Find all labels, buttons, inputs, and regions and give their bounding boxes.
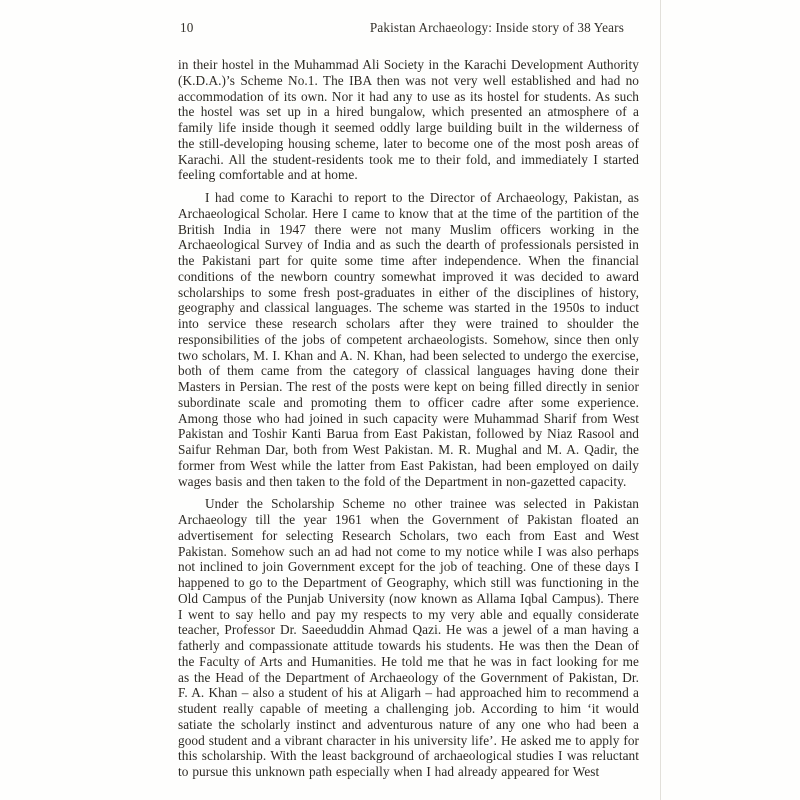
page-body — [178, 57, 639, 787]
page-edge-divider — [660, 0, 661, 800]
paragraph-scholarship-scheme: Under the Scholarship Scheme no other trainee was selected in Pakistan Archaeology till the year 1961 when the Government of Pakistan floated an advertisement for selecting Research Scholars, two each from East and West Pakistan. Somehow such an ad had not come to my notice while I was also perhaps not inclined to join Government except for the job of teaching. One of these days I happened to go to the Department of Geography, which still was functioning in the Old Campus of the Punjab University (now known as Allama Iqbal Campus). There I went to say hello and pay my respects to my very able and equally considerate teacher, Professor Dr. Saeeduddin Ahmad Qazi. He was a jewel of a man having a fatherly and compassionate attitude towards his students. He was then the Dean of the Faculty of Arts and Humanities. He told me that he was in fact looking for me as the Head of the Department of Archaeology of the Government of Pakistan, Dr. F. A. Khan – also a student of his at Aligarh – had approached him to recommend a student really capable of meeting a challenging job. According to him ‘it would satiate the scholarly instinct and adventurous nature of any one who had been a good student and a vibrant character in his university life’. He asked me to apply for this scholarship. With the least background of archaeological studies I was reluctant to pursue this unknown path especially when I had already appeared for West — [178, 496, 639, 779]
page-header — [180, 20, 624, 36]
running-title: Pakistan Archaeology: Inside story of 38 Years — [369, 20, 624, 35]
page-number: 10 — [180, 20, 194, 35]
paragraph-hostel-iba: in their hostel in the Muhammad Ali Society in the Karachi Development Authority (K.D.A.)’s Scheme No.1. The IBA then was not very well established and had no accommodation of its own. Nor it had any to use as its hostel for students. As such the hostel was set up in a hired bungalow, which presented an atmosphere of a family life inside though it seemed oddly large building built in the wilderness of the still-developing housing scheme, later to become one of the most posh areas of Karachi. All the student-residents took me to their fold, and immediately I started feeling comfortable and at home. — [178, 57, 639, 183]
paragraph-report-director: I had come to Karachi to report to the Director of Archaeology, Pakistan, as Archaeological Scholar. Here I came to know that at the time of the partition of the British India in 1947 there were not many Muslim officers working in the Archaeological Survey of India and as such the dearth of professionals persisted in the Pakistani part for quite some time after independence. When the financial conditions of the newborn country somewhat improved it was decided to award scholarships to some fresh post-graduates in either of the disciplines of history, geography and classical languages. The scheme was started in the 1950s to induct into service these research scholars after they were trained to shoulder the responsibilities of the jobs of competent archaeologists. Somehow, since then only two scholars, M. I. Khan and A. N. Khan, had been selected to undergo the exercise, both of them came from the category of classical languages having done their Masters in Persian. The rest of the posts were kept on being filled directly in senior subordinate scale and promoting them to officer cadre after some experience. Among those who had joined in such capacity were Muhammad Sharif from West Pakistan and Toshir Kanti Barua from East Pakistan, followed by Niaz Rasool and Saifur Rehman Dar, both from West Pakistan. M. R. Mughal and M. A. Qadir, the former from West while the latter from East Pakistan, had been employed on daily wages basis and then taken to the fold of the Department in non-gazetted capacity. — [178, 190, 639, 489]
